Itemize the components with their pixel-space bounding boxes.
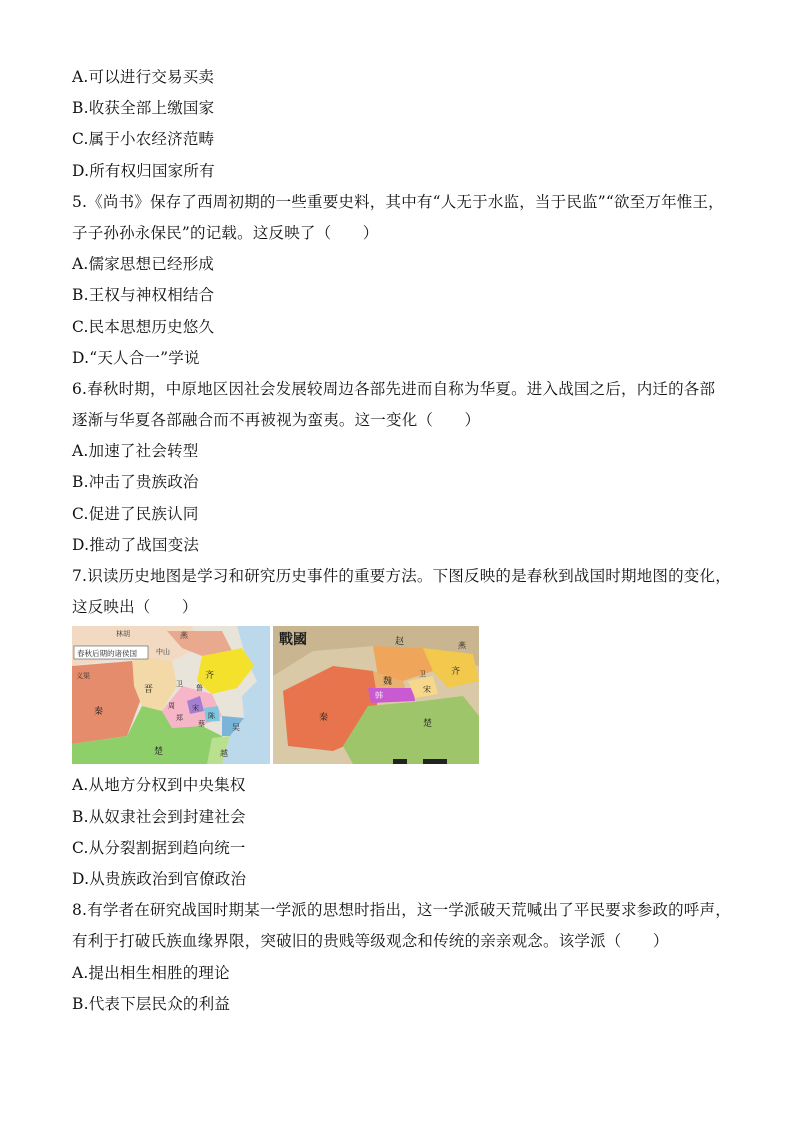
- option-text: A.儒家思想已经形成: [72, 255, 215, 274]
- question-5-text: 子子孙孙永保民”的记载。这反映了（ ）: [72, 223, 379, 242]
- option-text: A.提出相生相胜的理论: [72, 963, 230, 982]
- map-title-box: 春秋后期的诸侯国: [77, 649, 137, 659]
- map-label: 宋: [192, 704, 199, 713]
- option-text: B.王权与神权相结合: [72, 286, 215, 305]
- map-label: 宋: [423, 685, 431, 695]
- option-text: C.民本思想历史悠久: [72, 317, 215, 336]
- map-label: 齐: [451, 667, 461, 678]
- map-label: 魏: [383, 677, 393, 688]
- map-label: 周: [168, 702, 175, 711]
- exam-page: [72, 62, 732, 1020]
- option-text: C.从分裂割据到趋向统一: [72, 838, 246, 857]
- map-label: 林胡: [116, 630, 130, 639]
- map-label: 秦: [319, 713, 329, 724]
- option-text: A.可以进行交易买卖: [72, 68, 215, 86]
- option-text: D.“天人合一”学说: [72, 348, 200, 367]
- question-7-text: 7.识读历史地图是学习和研究历史事件的重要方法。下图反映的是春秋到战国时期地图的变化，: [72, 567, 731, 585]
- map-label: 楚: [154, 747, 164, 758]
- map-label: 鲁: [196, 684, 203, 693]
- option-text: B.从奴隶社会到封建社会: [72, 807, 246, 826]
- map-label: 楚: [423, 719, 433, 730]
- question-6-text: 6.春秋时期，中原地区因社会发展较周边各部先进而自称为华夏。进入战国之后，内迁的各部: [72, 379, 716, 398]
- option-text: C.促进了民族认同: [72, 504, 199, 523]
- map-label: 赵: [395, 637, 405, 648]
- map-label: 晋: [144, 685, 154, 696]
- map-label: 秦: [94, 707, 104, 718]
- question-5-text: 5.《尚书》保存了西周初期的一些重要史料，其中有“人无于水监，当于民监”“欲至万年惟王，: [72, 192, 724, 211]
- option-text: A.从地方分权到中央集权: [72, 776, 246, 795]
- spring-autumn-map: [72, 626, 270, 764]
- map-label: 中山: [156, 648, 170, 657]
- map-label: 齐: [205, 671, 215, 682]
- map-label: 越: [220, 749, 228, 759]
- map-label: 卫: [419, 670, 426, 679]
- option-text: D.从贵族政治到官僚政治: [72, 869, 247, 888]
- map-label: 燕: [458, 641, 466, 651]
- warring-states-map: [273, 626, 479, 764]
- map-label: 燕: [180, 631, 188, 641]
- map-label: 郑: [176, 714, 183, 723]
- option-text: A.加速了社会转型: [72, 442, 199, 461]
- option-text: B.收获全部上缴国家: [72, 99, 215, 118]
- question-7-text: 这反映出（ ）: [72, 598, 198, 617]
- question-8-text: 有利于打破氏族血缘界限，突破旧的贵贱等级观念和传统的亲亲观念。该学派（ ）: [72, 932, 669, 951]
- option-text: D.所有权归国家所有: [72, 161, 215, 180]
- option-text: D.推动了战国变法: [72, 535, 200, 554]
- question-8-text: 8.有学者在研究战国时期某一学派的思想时指出，这一学派破天荒喊出了平民要求参政的呼声，: [72, 901, 731, 920]
- map-label: 陈: [208, 712, 215, 721]
- map-title: 戰國: [279, 632, 307, 649]
- option-text: B.冲击了贵族政治: [72, 473, 199, 492]
- map-label: 义渠: [76, 672, 90, 681]
- map-label: 韩: [375, 691, 383, 701]
- option-text: C.属于小农经济范畴: [72, 130, 215, 149]
- option-text: B.代表下层民众的利益: [72, 994, 231, 1013]
- map-label: 卫: [176, 680, 183, 689]
- map-label: 蔡: [198, 720, 205, 729]
- question-6-text: 逐渐与华夏各部融合而不再被视为蛮夷。这一变化（ ）: [72, 411, 481, 430]
- map-figures: [72, 626, 732, 764]
- map-label: 吴: [232, 723, 240, 733]
